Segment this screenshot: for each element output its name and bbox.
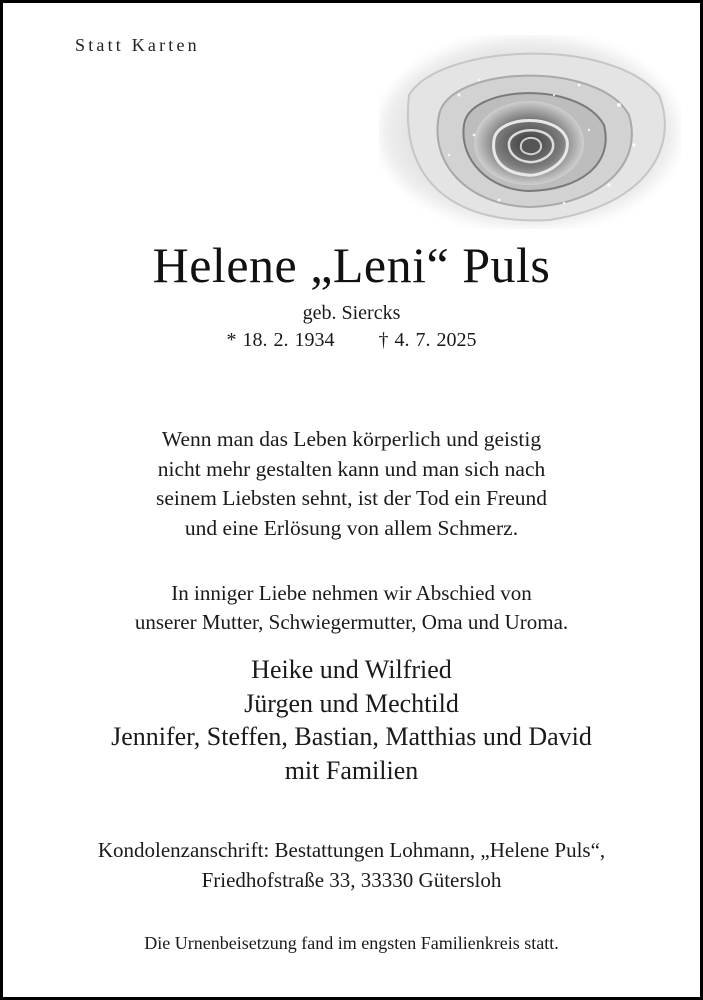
birth-date: * 18. 2. 1934	[226, 329, 335, 351]
rose-icon	[379, 35, 681, 229]
poem-line: nicht mehr gestalten kann und man sich nach	[157, 456, 546, 481]
family-line: Heike und Wilfried	[251, 655, 452, 684]
address-line: Friedhofstraße 33, 33330 Gütersloh	[201, 868, 502, 892]
poem-line: und eine Erlösung von allem Schmerz.	[184, 515, 519, 540]
intro-line: In inniger Liebe nehmen wir Abschied von	[171, 581, 532, 605]
life-dates	[3, 328, 700, 352]
family-line: Jürgen und Mechtild	[244, 688, 459, 718]
address-line: Kondolenzanschrift: Bestattungen Lohmann, „Helene Puls“,	[97, 838, 606, 862]
burial-note: Die Urnenbeisetzung fand im engsten Familienkreis statt.	[144, 933, 559, 953]
poem	[3, 425, 700, 543]
statt-karten-label: Statt Karten	[75, 35, 200, 55]
family-signatures	[3, 653, 700, 787]
rose-image	[379, 35, 681, 229]
farewell-intro	[3, 579, 700, 637]
condolence-address	[3, 835, 700, 895]
deceased-name: Helene „Leni“ Puls	[152, 237, 551, 293]
family-line: Jennifer, Steffen, Bastian, Matthias und David	[111, 722, 592, 751]
poem-line: seinem Liebsten sehnt, ist der Tod ein Freund	[156, 486, 547, 510]
intro-line: unserer Mutter, Schwiegermutter, Oma und Uroma.	[134, 610, 569, 634]
poem-line: Wenn man das Leben körperlich und geistig	[161, 427, 542, 451]
death-date: † 4. 7. 2025	[378, 329, 477, 351]
family-line: mit Familien	[284, 755, 419, 785]
maiden-name: geb. Siercks	[302, 302, 401, 324]
